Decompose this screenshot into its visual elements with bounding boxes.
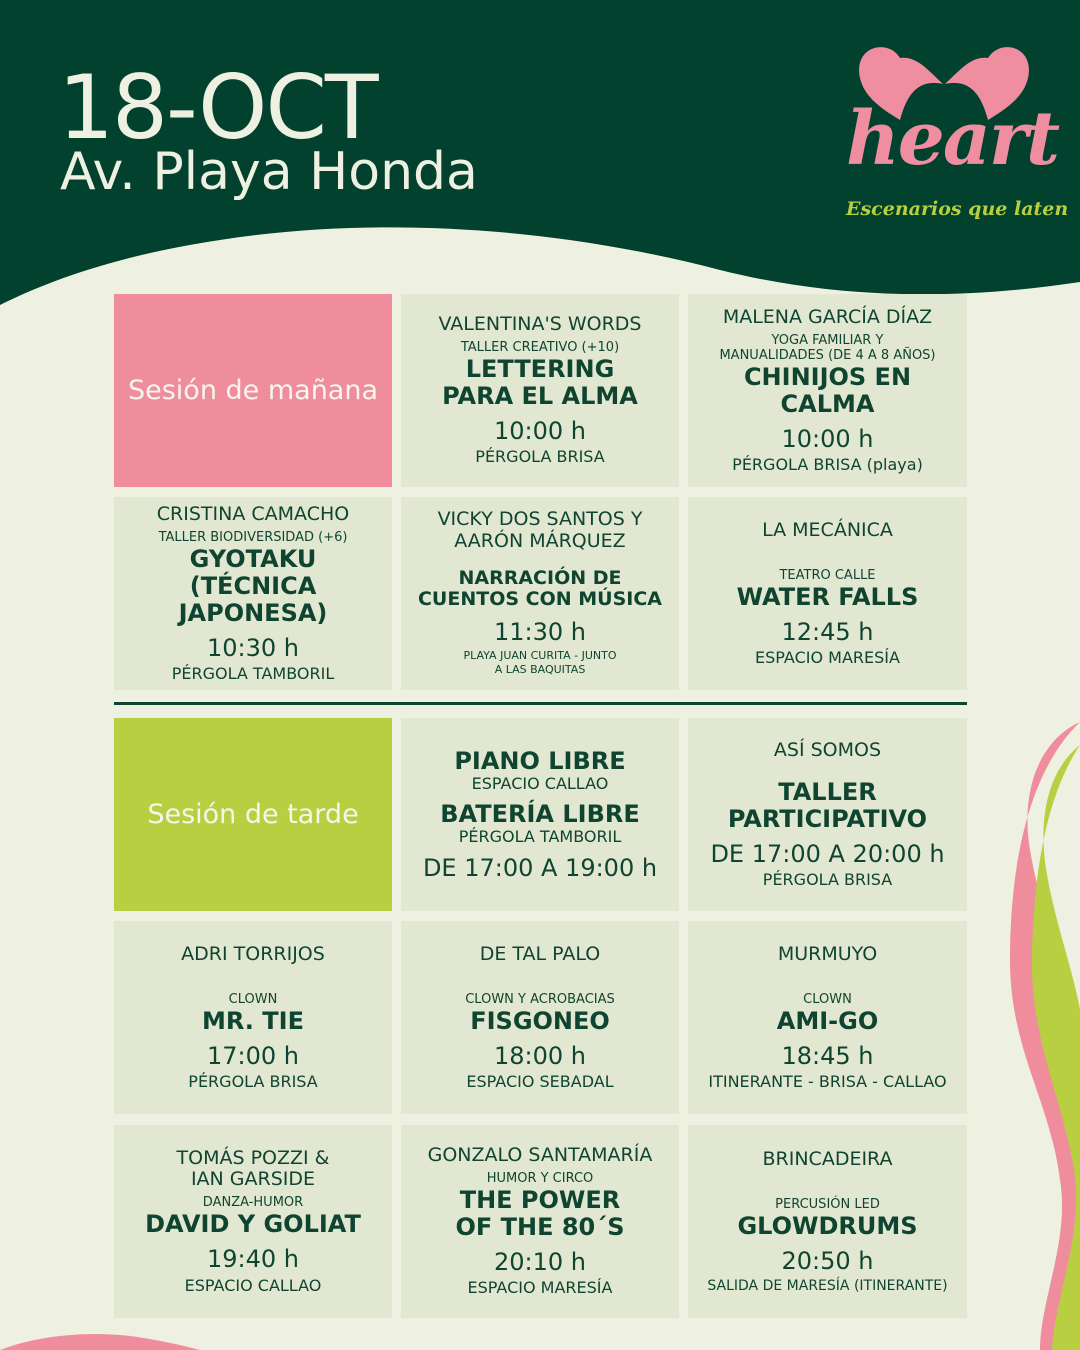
- event-place: ESPACIO MARESÍA: [755, 648, 900, 668]
- event-place: ESPACIO MARESÍA: [467, 1278, 613, 1298]
- event-place: SALIDA DE MARESÍA (ITINERANTE): [707, 1278, 948, 1295]
- open-title-piano: PIANO LIBRE: [454, 747, 626, 776]
- event-category: DANZA-HUMOR: [202, 1195, 304, 1211]
- event-place: PÉRGOLA BRISA: [475, 447, 605, 467]
- event-place: PÉRGOLA TAMBORIL: [171, 663, 335, 683]
- morning-session-label: Sesión de mañana: [114, 294, 392, 487]
- event-title: FISGONEO: [470, 1006, 610, 1035]
- event-artist: ADRI TORRIJOS: [181, 942, 325, 965]
- event-time: 10:00 h: [781, 424, 874, 453]
- open-time: DE 17:00 A 19:00 h: [422, 853, 658, 882]
- logo-tagline: Escenarios que laten: [846, 198, 1069, 220]
- event-card: [401, 497, 679, 690]
- event-location: Av. Playa Honda: [60, 142, 478, 202]
- event-place: PÉRGOLA BRISA: [188, 1072, 318, 1092]
- open-title-drums: BATERÍA LIBRE: [440, 800, 640, 829]
- event-card: [114, 1125, 392, 1318]
- event-category: YOGA FAMILIAR Y MANUALIDADES (DE 4 A 8 AÑOS): [719, 332, 936, 363]
- event-card: [688, 718, 967, 911]
- session-divider: [114, 702, 967, 705]
- event-category: CLOWN: [228, 991, 278, 1007]
- event-place: ESPACIO CALLAO: [184, 1275, 322, 1295]
- event-artist: DE TAL PALO: [479, 942, 601, 965]
- event-title: THE POWER OF THE 80´S: [455, 1186, 625, 1242]
- open-place-piano: ESPACIO CALLAO: [471, 773, 609, 793]
- event-category: TEATRO CALLE: [779, 567, 876, 583]
- event-artist: ASÍ SOMOS: [773, 738, 882, 761]
- event-place: PÉRGOLA BRISA (playa): [732, 454, 923, 474]
- event-time: 10:30 h: [206, 633, 299, 662]
- event-title: NARRACIÓN DE CUENTOS CON MÚSICA: [417, 567, 662, 611]
- event-title: CHINIJOS EN CALMA: [743, 362, 912, 418]
- event-card: [688, 1125, 967, 1318]
- event-category: TALLER CREATIVO (+10): [460, 340, 620, 356]
- event-card: [688, 294, 967, 487]
- open-activities-card: [401, 718, 679, 911]
- event-time: DE 17:00 A 20:00 h: [710, 839, 945, 868]
- event-artist: CRISTINA CAMACHO: [156, 502, 350, 525]
- event-date: 18-OCT: [58, 56, 377, 159]
- event-title: GLOWDRUMS: [737, 1211, 918, 1240]
- event-artist: VICKY DOS SANTOS Y AARÓN MÁRQUEZ: [437, 508, 643, 552]
- event-time: 20:50 h: [781, 1246, 874, 1275]
- event-category: TALLER BIODIVERSIDAD (+6): [158, 529, 348, 545]
- event-artist: MURMUYO: [777, 942, 878, 965]
- event-time: 17:00 h: [206, 1041, 299, 1070]
- event-title: TALLER PARTICIPATIVO: [727, 777, 928, 833]
- event-card: [401, 1125, 679, 1318]
- event-artist: MALENA GARCÍA DÍAZ: [722, 305, 933, 328]
- event-title: LETTERING PARA EL ALMA: [442, 355, 638, 411]
- event-place: PLAYA JUAN CURITA - JUNTO A LAS BAQUITAS: [463, 648, 617, 677]
- event-place: ITINERANTE - BRISA - CALLAO: [708, 1072, 947, 1092]
- event-category: CLOWN: [803, 991, 852, 1007]
- event-time: 11:30 h: [493, 617, 586, 646]
- event-artist: TOMÁS POZZI & IAN GARSIDE: [176, 1146, 330, 1191]
- event-place: ESPACIO SEBADAL: [466, 1072, 614, 1092]
- event-title: GYOTAKU (TÉCNICA JAPONESA): [178, 544, 328, 627]
- event-category: CLOWN Y ACROBACIAS: [465, 991, 615, 1007]
- event-artist: LA MECÁNICA: [762, 518, 893, 541]
- event-time: 20:10 h: [493, 1248, 586, 1277]
- event-time: 18:45 h: [781, 1041, 874, 1070]
- event-card: [688, 921, 967, 1114]
- event-card: [401, 294, 679, 487]
- event-time: 10:00 h: [493, 417, 586, 446]
- event-card: [114, 921, 392, 1114]
- event-card: [401, 921, 679, 1114]
- event-artist: GONZALO SANTAMARÍA: [427, 1144, 653, 1167]
- event-category: PERCUSIÓN LED: [775, 1196, 880, 1212]
- event-time: 12:45 h: [781, 617, 874, 646]
- event-card: [688, 497, 967, 690]
- open-place-drums: PÉRGOLA TAMBORIL: [458, 827, 622, 847]
- event-place: PÉRGOLA BRISA: [762, 870, 893, 889]
- logo-wordmark: heart: [846, 96, 1058, 182]
- event-title: DAVID Y GOLIAT: [145, 1210, 361, 1239]
- afternoon-session-label: Sesión de tarde: [114, 718, 392, 911]
- event-title: MR. TIE: [202, 1006, 304, 1035]
- bottom-pink-blob: [0, 1334, 200, 1350]
- event-artist: VALENTINA'S WORDS: [438, 313, 642, 336]
- event-category: HUMOR Y CIRCO: [486, 1171, 594, 1187]
- event-time: 18:00 h: [493, 1041, 586, 1070]
- event-artist: BRINCADEIRA: [762, 1147, 893, 1170]
- event-title: WATER FALLS: [736, 582, 919, 611]
- event-card: [114, 497, 392, 690]
- event-title: AMI-GO: [776, 1006, 879, 1035]
- event-time: 19:40 h: [206, 1245, 299, 1274]
